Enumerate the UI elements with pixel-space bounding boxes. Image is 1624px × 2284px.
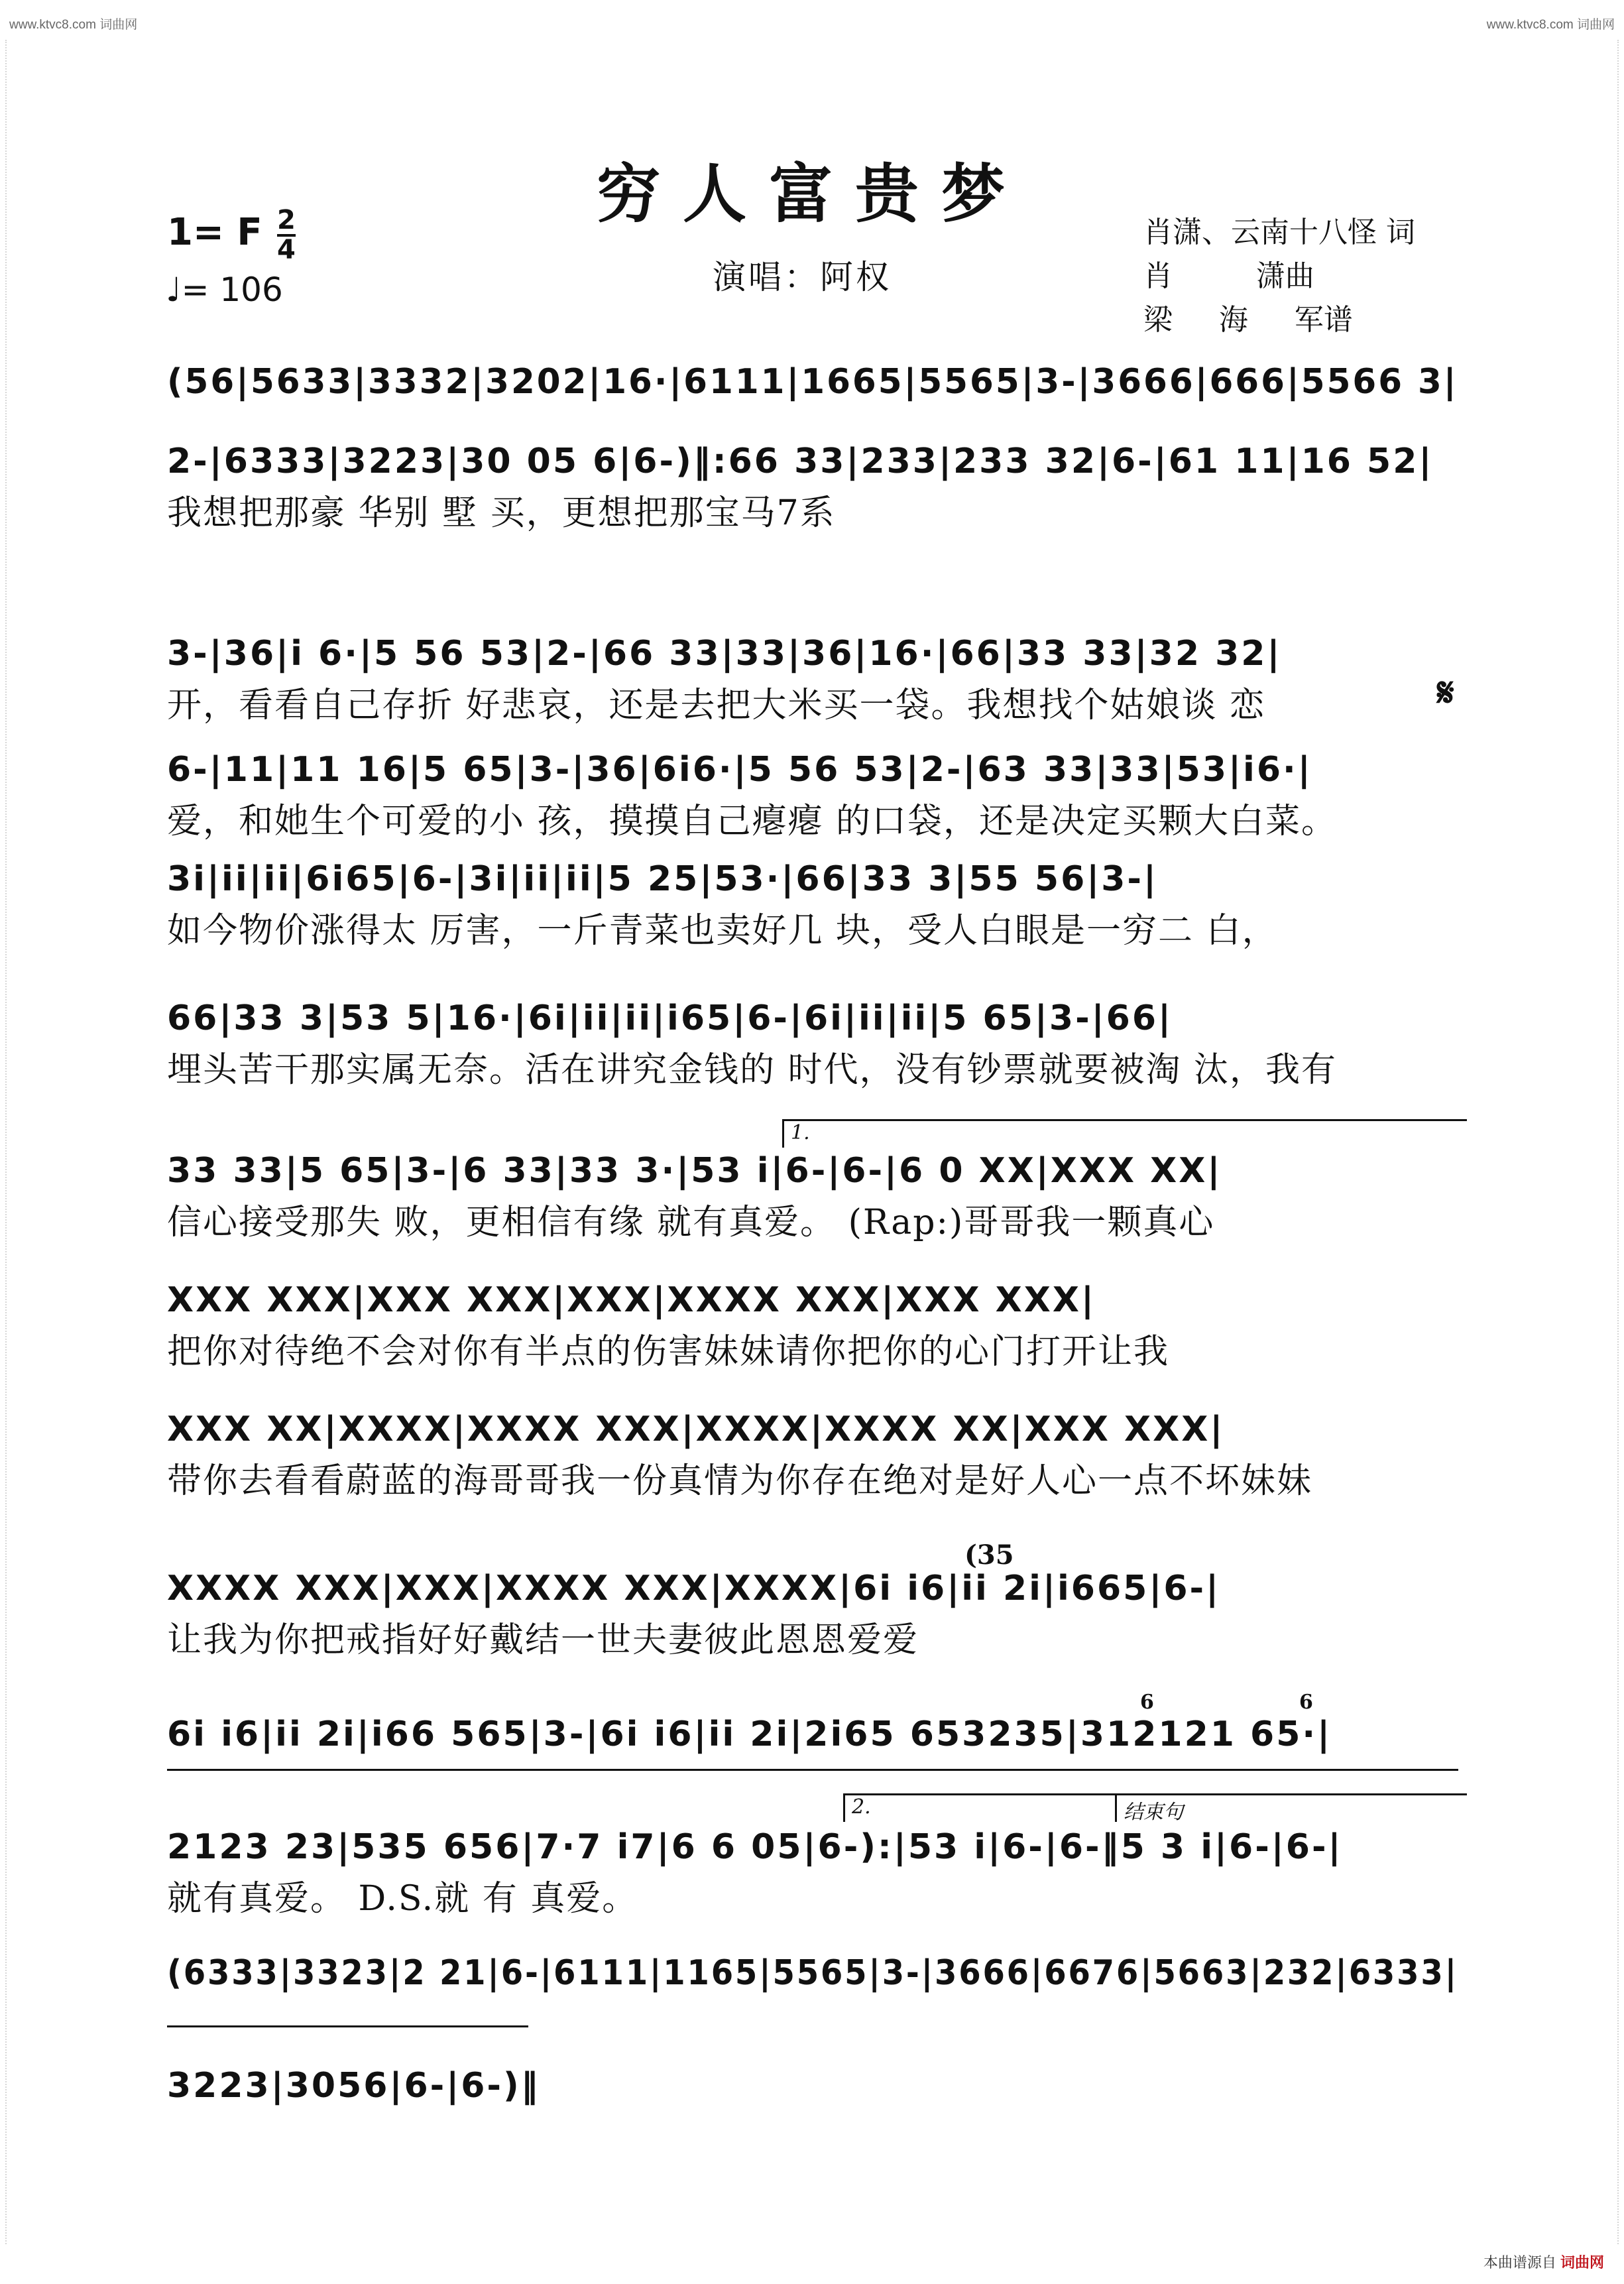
song-title: 穷人富贵梦	[597, 156, 1027, 231]
notation-line: 3i|ii|ii|6i65|6-|3i|ii|ii|5 25|53·|66|33 3|55 56|3-|	[167, 859, 1158, 899]
score-system	[167, 636, 1458, 723]
time-signature-top: 2	[277, 205, 296, 235]
notation-line: 3-|36|i 6·|5 56 53|2-|66 33|33|36|16·|66|33 33|32 32|	[167, 634, 1282, 674]
watermark-right: www.ktvc8.com 词曲网	[1486, 18, 1615, 32]
notation-line: 2-|6333|3223|30 05 6|6-)‖:66 33|233|233 32|6-|61 11|16 52|	[167, 442, 1434, 481]
tempo-marking: ♩= 106	[166, 270, 283, 309]
credit-composer: 肖 潇曲	[1143, 259, 1314, 293]
score-system	[167, 1827, 1458, 1919]
score-system	[167, 998, 1458, 1090]
lyric-line: 爱，和她生个可爱的小 孩，摸摸自己瘪瘪 的口袋，还是决定买颗大白菜。	[167, 802, 1338, 841]
time-signature	[277, 207, 296, 264]
notation-line: XXXX XXX|XXX|XXXX XXX|XXXX|6i i6|ii 2i|i665|6-|	[167, 1569, 1221, 1608]
notation-line: 2123 23|535 656|7·7 i7|6 6 05|6-):|53 i|6-|6-‖5 3 i|6-|6-|	[167, 1827, 1343, 1867]
footer-logo	[1483, 2252, 1604, 2272]
grace-note-mark: (35	[964, 1539, 1014, 1571]
lyric-line: 开，看看自己存折 好悲哀，还是去把大米买一袋。我想找个姑娘谈 恋	[167, 686, 1266, 725]
singer-credit: 演唱：阿权	[713, 258, 892, 296]
score-system	[167, 1280, 1458, 1372]
credit-transcriber: 梁 海 军谱	[1143, 303, 1353, 337]
score-system	[167, 1714, 1458, 1754]
lyric-line: 如今物价涨得太 厉害，一斤青菜也卖好几 块，受人白眼是一穷二 白，	[167, 911, 1278, 951]
notation-line: 33 33|5 65|3-|6 33|33 3·|53 i|6-|6-|6 0 XX|XXX XX|	[167, 1151, 1222, 1191]
second-ending-bracket: 2.	[843, 1793, 1117, 1822]
footer-brand: 词曲网	[1560, 2254, 1604, 2271]
notation-line: 6-|11|11 16|5 65|3-|36|6i6·|5 56 53|2-|63 33|33|53|i6·|	[167, 750, 1312, 790]
lyric-line: 让我为你把戒指好好戴结一世夫妻彼此恩恩爱爱	[167, 1620, 919, 1660]
notation-line: (56|5633|3332|3202|16·|6111|1665|5565|3-|3666|666|5566 3|	[167, 362, 1458, 402]
outro-span-line	[167, 2025, 528, 2027]
right-border-strip	[1613, 40, 1619, 2244]
repeat-span-line	[167, 1769, 1458, 1771]
lyric-line: 就有真爱。 D.S.就 有 真爱。	[167, 1879, 638, 1919]
notation-line: 3223|3056|6-|6-)‖	[167, 2066, 540, 2106]
score-system	[167, 1953, 1458, 1993]
footer-label: 本曲谱源自	[1483, 2254, 1556, 2271]
credit-lyricist: 肖潇、云南十八怪 词	[1143, 215, 1415, 249]
watermark-left: www.ktvc8.com 词曲网	[9, 18, 138, 32]
ending-phrase-bracket: 结束句	[1115, 1793, 1467, 1822]
score-system	[167, 1569, 1458, 1660]
sextuplet-mark-a: 6	[1140, 1691, 1154, 1714]
score-system	[167, 859, 1458, 951]
notation-line: (6333|3323|2 21|6-|6111|1165|5565|3-|3666|6676|5663|232|6333|	[167, 1953, 1458, 1993]
score-system	[167, 1410, 1458, 1501]
first-ending-bracket: 1.	[782, 1119, 1467, 1148]
score-system	[167, 2066, 1458, 2106]
lyric-line: 带你去看看蔚蓝的海哥哥我一份真情为你存在绝对是好人心一点不坏妹妹	[167, 1461, 1313, 1501]
lyric-line: 信心接受那失 败，更相信有缘 就有真爱。 (Rap:)哥哥我一颗真心	[167, 1203, 1215, 1242]
lyric-line: 埋头苦干那实属无奈。活在讲究金钱的 时代，没有钞票就要被淘 汰，我有	[167, 1050, 1338, 1090]
score-system	[167, 362, 1458, 402]
credits-block	[1143, 211, 1415, 342]
lyric-line: 把你对待绝不会对你有半点的伤害妹妹请你把你的心门打开让我	[167, 1332, 1170, 1372]
notation-line: XXX XXX|XXX XXX|XXX|XXXX XXX|XXX XXX|	[167, 1280, 1096, 1320]
notation-line: 66|33 3|53 5|16·|6i|ii|ii|i65|6-|6i|ii|ii|5 65|3-|66|	[167, 998, 1173, 1038]
score-system	[167, 442, 1458, 533]
sextuplet-mark-b: 6	[1299, 1691, 1313, 1714]
score-system	[167, 752, 1458, 839]
left-border-strip	[5, 40, 11, 2244]
lyric-line: 我想把那豪 华别 墅 买，更想把那宝马7系	[167, 493, 836, 533]
notation-line: 6i i6|ii 2i|i66 565|3-|6i i6|ii 2i|2i65 653235|312121 65·|	[167, 1714, 1332, 1754]
key-signature: 1= F	[167, 211, 262, 254]
score-system	[167, 1151, 1458, 1242]
segno-sign: 𝄋	[1437, 670, 1454, 716]
notation-line: XXX XX|XXXX|XXXX XXX|XXXX|XXXX XX|XXX XXX|	[167, 1410, 1225, 1449]
time-signature-bottom: 4	[277, 234, 296, 265]
